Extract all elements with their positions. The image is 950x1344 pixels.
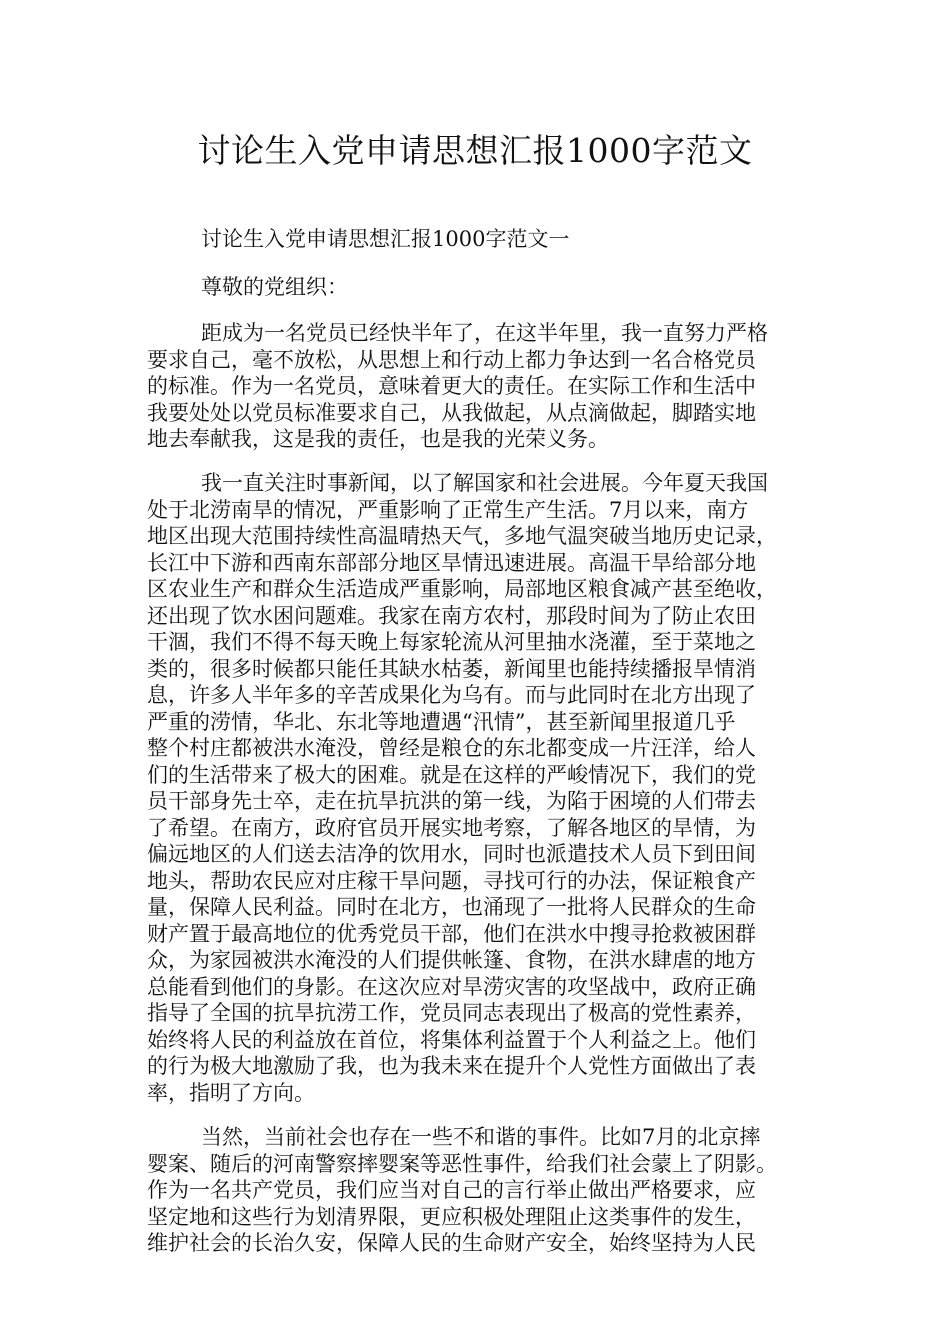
document-title: 讨论生入党申请思想汇报1000字范文 xyxy=(197,131,753,170)
paragraph-line: 还出现了饮水困问题难。我家在南方农村，那段时间为了防止农田 xyxy=(147,603,756,628)
paragraph-line: 要求自己，毫不放松，从思想上和行动上都力争达到一名合格党员 xyxy=(147,347,756,372)
paragraph-line: 率，指明了方向。 xyxy=(147,1080,315,1105)
paragraph-line: 的标准。作为一名党员，意味着更大的责任。在实际工作和生活中 xyxy=(147,374,756,398)
paragraph-line: 处于北涝南旱的情况，严重影响了正常生产生活。7月以来，南方 xyxy=(147,497,749,522)
paragraph-line: 的行为极大地激励了我，也为我未来在提升个人党性方面做出了表 xyxy=(147,1054,756,1078)
paragraph-line: 严重的涝情，华北、东北等地遭遇“汛情”，甚至新闻里报道几乎 xyxy=(147,709,736,734)
paragraph-line: 地区出现大范围持续性高温晴热天气，多地气温突破当地历史记录， xyxy=(147,524,777,548)
paragraph-line: 们的生活带来了极大的困难。就是在这样的严峻情况下，我们的党 xyxy=(147,762,756,787)
paragraph-line: 偏远地区的人们送去洁净的饮用水，同时也派遣技术人员下到田间 xyxy=(147,842,756,866)
paragraph-line: 当然，当前社会也存在一些不和谐的事件。比如7月的北京摔 xyxy=(201,1125,761,1149)
paragraph-line: 类的，很多时候都只能任其缺水枯萎，新闻里也能持续播报旱情消 xyxy=(147,656,756,681)
paragraph-line: 婴案、随后的河南警察摔婴案等恶性事件，给我们社会蒙上了阴影。 xyxy=(147,1151,777,1176)
paragraph-line: 息，许多人半年多的辛苦成果化为乌有。而与此同时在北方出现了 xyxy=(147,683,756,707)
paragraph-line: 地头，帮助农民应对庄稼干旱问题，寻找可行的办法，保证粮食产 xyxy=(147,868,756,893)
paragraph-line: 长江中下游和西南东部部分地区旱情迅速进展。高温干旱给部分地 xyxy=(147,550,756,575)
paragraph-line: 总能看到他们的身影。在这次应对旱涝灾害的攻坚战中，政府正确 xyxy=(147,974,756,999)
paragraph-line: 我一直关注时事新闻，以了解国家和社会进展。今年夏天我国 xyxy=(201,471,768,495)
paragraph-line: 员干部身先士卒，走在抗旱抗洪的第一线，为陷于困境的人们带去 xyxy=(147,789,756,813)
paragraph-line: 了希望。在南方，政府官员开展实地考察，了解各地区的旱情，为 xyxy=(147,815,756,840)
paragraph-line: 我要处处以党员标准要求自己，从我做起，从点滴做起，脚踏实地 xyxy=(147,400,756,425)
paragraph-2 xyxy=(147,470,819,1106)
paragraph-line: 维护社会的长治久安，保障人民的生命财产安全，始终坚持为人民 xyxy=(147,1231,756,1255)
paragraph-line: 财产置于最高地位的优秀党员干部，他们在洪水中搜寻抢救被困群 xyxy=(147,921,756,946)
document-subtitle: 讨论生入党申请思想汇报1000字范文一 xyxy=(201,227,570,251)
paragraph-3 xyxy=(147,1124,819,1257)
paragraph-line: 量，保障人民利益。同时在北方，也涌现了一批将人民群众的生命 xyxy=(147,895,756,919)
paragraph-line: 干涸，我们不得不每天晚上每家轮流从河里抽水浇灌，至于菜地之 xyxy=(147,630,756,654)
paragraph-line: 作为一名共产党员，我们应当对自己的言行举止做出严格要求，应 xyxy=(147,1178,756,1202)
paragraph-line: 整个村庄都被洪水淹没，曾经是粮仓的东北都变成一片汪洋，给人 xyxy=(147,736,756,760)
paragraph-line: 坚定地和这些行为划清界限，更应积极处理阻止这类事件的发生， xyxy=(147,1204,756,1229)
paragraph-line: 指导了全国的抗旱抗涝工作，党员同志表现出了极高的党性素养， xyxy=(147,1001,756,1025)
paragraph-line: 始终将人民的利益放在首位，将集体利益置于个人利益之上。他们 xyxy=(147,1027,756,1052)
salutation: 尊敬的党组织： xyxy=(201,275,348,299)
paragraph-line: 地去奉献我，这是我的责任，也是我的光荣义务。 xyxy=(147,427,609,451)
paragraph-line: 众，为家园被洪水淹没的人们提供帐篷、食物，在洪水肆虐的地方 xyxy=(147,948,756,972)
paragraph-line: 距成为一名党员已经快半年了，在这半年里，我一直努力严格 xyxy=(201,321,768,345)
paragraph-1 xyxy=(147,320,819,453)
paragraph-line: 区农业生产和群众生活造成严重影响，局部地区粮食减产甚至绝收， xyxy=(147,577,777,601)
